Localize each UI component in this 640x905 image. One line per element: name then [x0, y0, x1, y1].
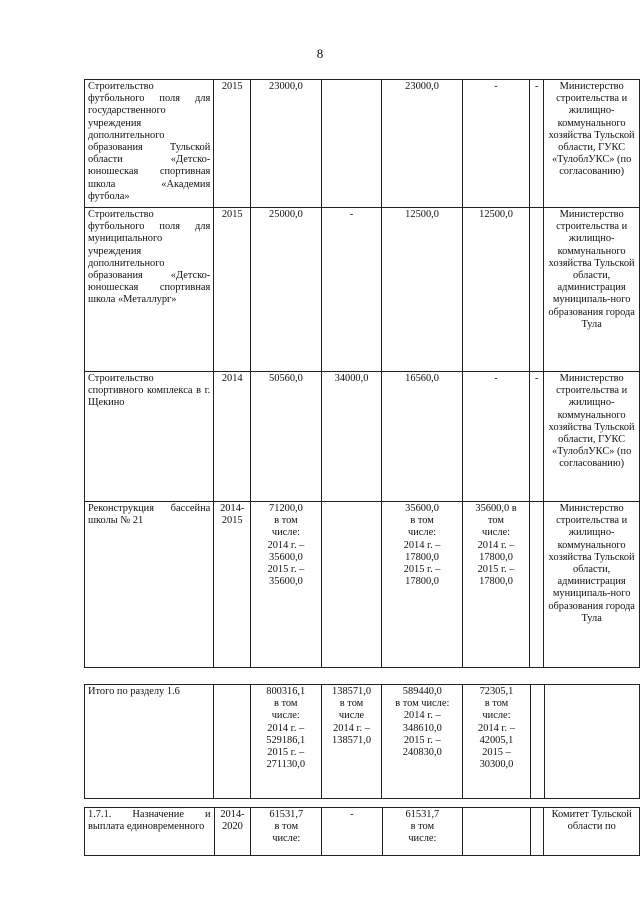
federal-amount [321, 80, 382, 208]
total-amount: 61531,7 в том числе: [251, 808, 322, 856]
activity-name: Строительство футбольного поля для муниципального учреждения дополнительного образования «Детско-юношеская спортивная школа «Металлург» [85, 208, 214, 372]
municipal-amount: 35600,0 в том числе: 2014 г. – 17800,0 2015 г. – 17800,0 [462, 502, 530, 668]
other-amount: - [530, 372, 544, 502]
total-amount: 50560,0 [251, 372, 322, 502]
executor [544, 685, 639, 799]
activity-year: 2015 [214, 80, 251, 208]
regional-amount: 23000,0 [382, 80, 462, 208]
activity-name: 1.7.1. Назначение и выплата единовременного [85, 808, 215, 856]
federal-amount [321, 502, 382, 668]
executor: Министерство строительства и жилищно-коммунального хозяйства Тульской области, администрация муниципаль-ного образования города Тула [544, 502, 640, 668]
executor: Комитет Тульской области по [544, 808, 640, 856]
activities-table [84, 79, 640, 668]
municipal-amount: - [462, 80, 530, 208]
total-amount: 23000,0 [251, 80, 322, 208]
next-section-table [84, 807, 640, 856]
activity-year: 2014- 2015 [214, 502, 251, 668]
other-amount [530, 808, 544, 856]
activity-name: Строительство спортивного комплекса в г. Щекино [85, 372, 214, 502]
federal-amount: - [322, 808, 382, 856]
activity-year: 2015 [214, 208, 251, 372]
total-amount: 25000,0 [251, 208, 322, 372]
executor: Министерство строительства и жилищно-коммунального хозяйства Тульской области, ГУКС «ТулоблУКС» (по согласованию) [544, 80, 640, 208]
section-total-table [84, 684, 640, 799]
other-amount [530, 502, 544, 668]
total-amount: 800316,1 в том числе: 2014 г. – 529186,1 2015 г. – 271130,0 [250, 685, 321, 799]
table-row [85, 372, 640, 502]
federal-amount: - [321, 208, 382, 372]
municipal-amount: 12500,0 [462, 208, 530, 372]
executor: Министерство строительства и жилищно-коммунального хозяйства Тульской области, ГУКС «ТулоблУКС» (по согласованию) [544, 372, 640, 502]
regional-amount: 589440,0 в том числе: 2014 г. – 348610,0 2015 г. – 240830,0 [382, 685, 463, 799]
regional-amount: 35600,0 в том числе: 2014 г. – 17800,0 2015 г. – 17800,0 [382, 502, 462, 668]
page-number: 8 [316, 46, 324, 61]
table-row [85, 80, 640, 208]
total-year [214, 685, 251, 799]
table-row [85, 502, 640, 668]
table-row [85, 208, 640, 372]
regional-amount: 61531,7 в том числе: [382, 808, 463, 856]
total-label: Итого по разделу 1.6 [85, 685, 214, 799]
federal-amount: 34000,0 [321, 372, 382, 502]
regional-amount: 12500,0 [382, 208, 462, 372]
federal-amount: 138571,0 в том числе 2014 г. – 138571,0 [321, 685, 382, 799]
total-amount: 71200,0 в том числе: 2014 г. – 35600,0 2015 г. – 35600,0 [251, 502, 322, 668]
executor: Министерство строительства и жилищно-коммунального хозяйства Тульской области, администрация муниципаль-ного образования города Тула [544, 208, 640, 372]
municipal-amount: - [462, 372, 530, 502]
table-row [85, 808, 640, 856]
regional-amount: 16560,0 [382, 372, 462, 502]
activity-name: Строительство футбольного поля для государственного учреждения дополнительного образования Тульской области «Детско-юношеская спортивная школа «Академия футбола» [85, 80, 214, 208]
municipal-amount [463, 808, 530, 856]
other-amount [530, 685, 544, 799]
activity-year: 2014 [214, 372, 251, 502]
other-amount [530, 208, 544, 372]
municipal-amount: 72305,1 в том числе: 2014 г. – 42005,1 2015 – 30300,0 [463, 685, 531, 799]
activity-name: Реконструкция бассейна школы № 21 [85, 502, 214, 668]
activity-year: 2014- 2020 [214, 808, 251, 856]
other-amount: - [530, 80, 544, 208]
total-row [85, 685, 640, 799]
